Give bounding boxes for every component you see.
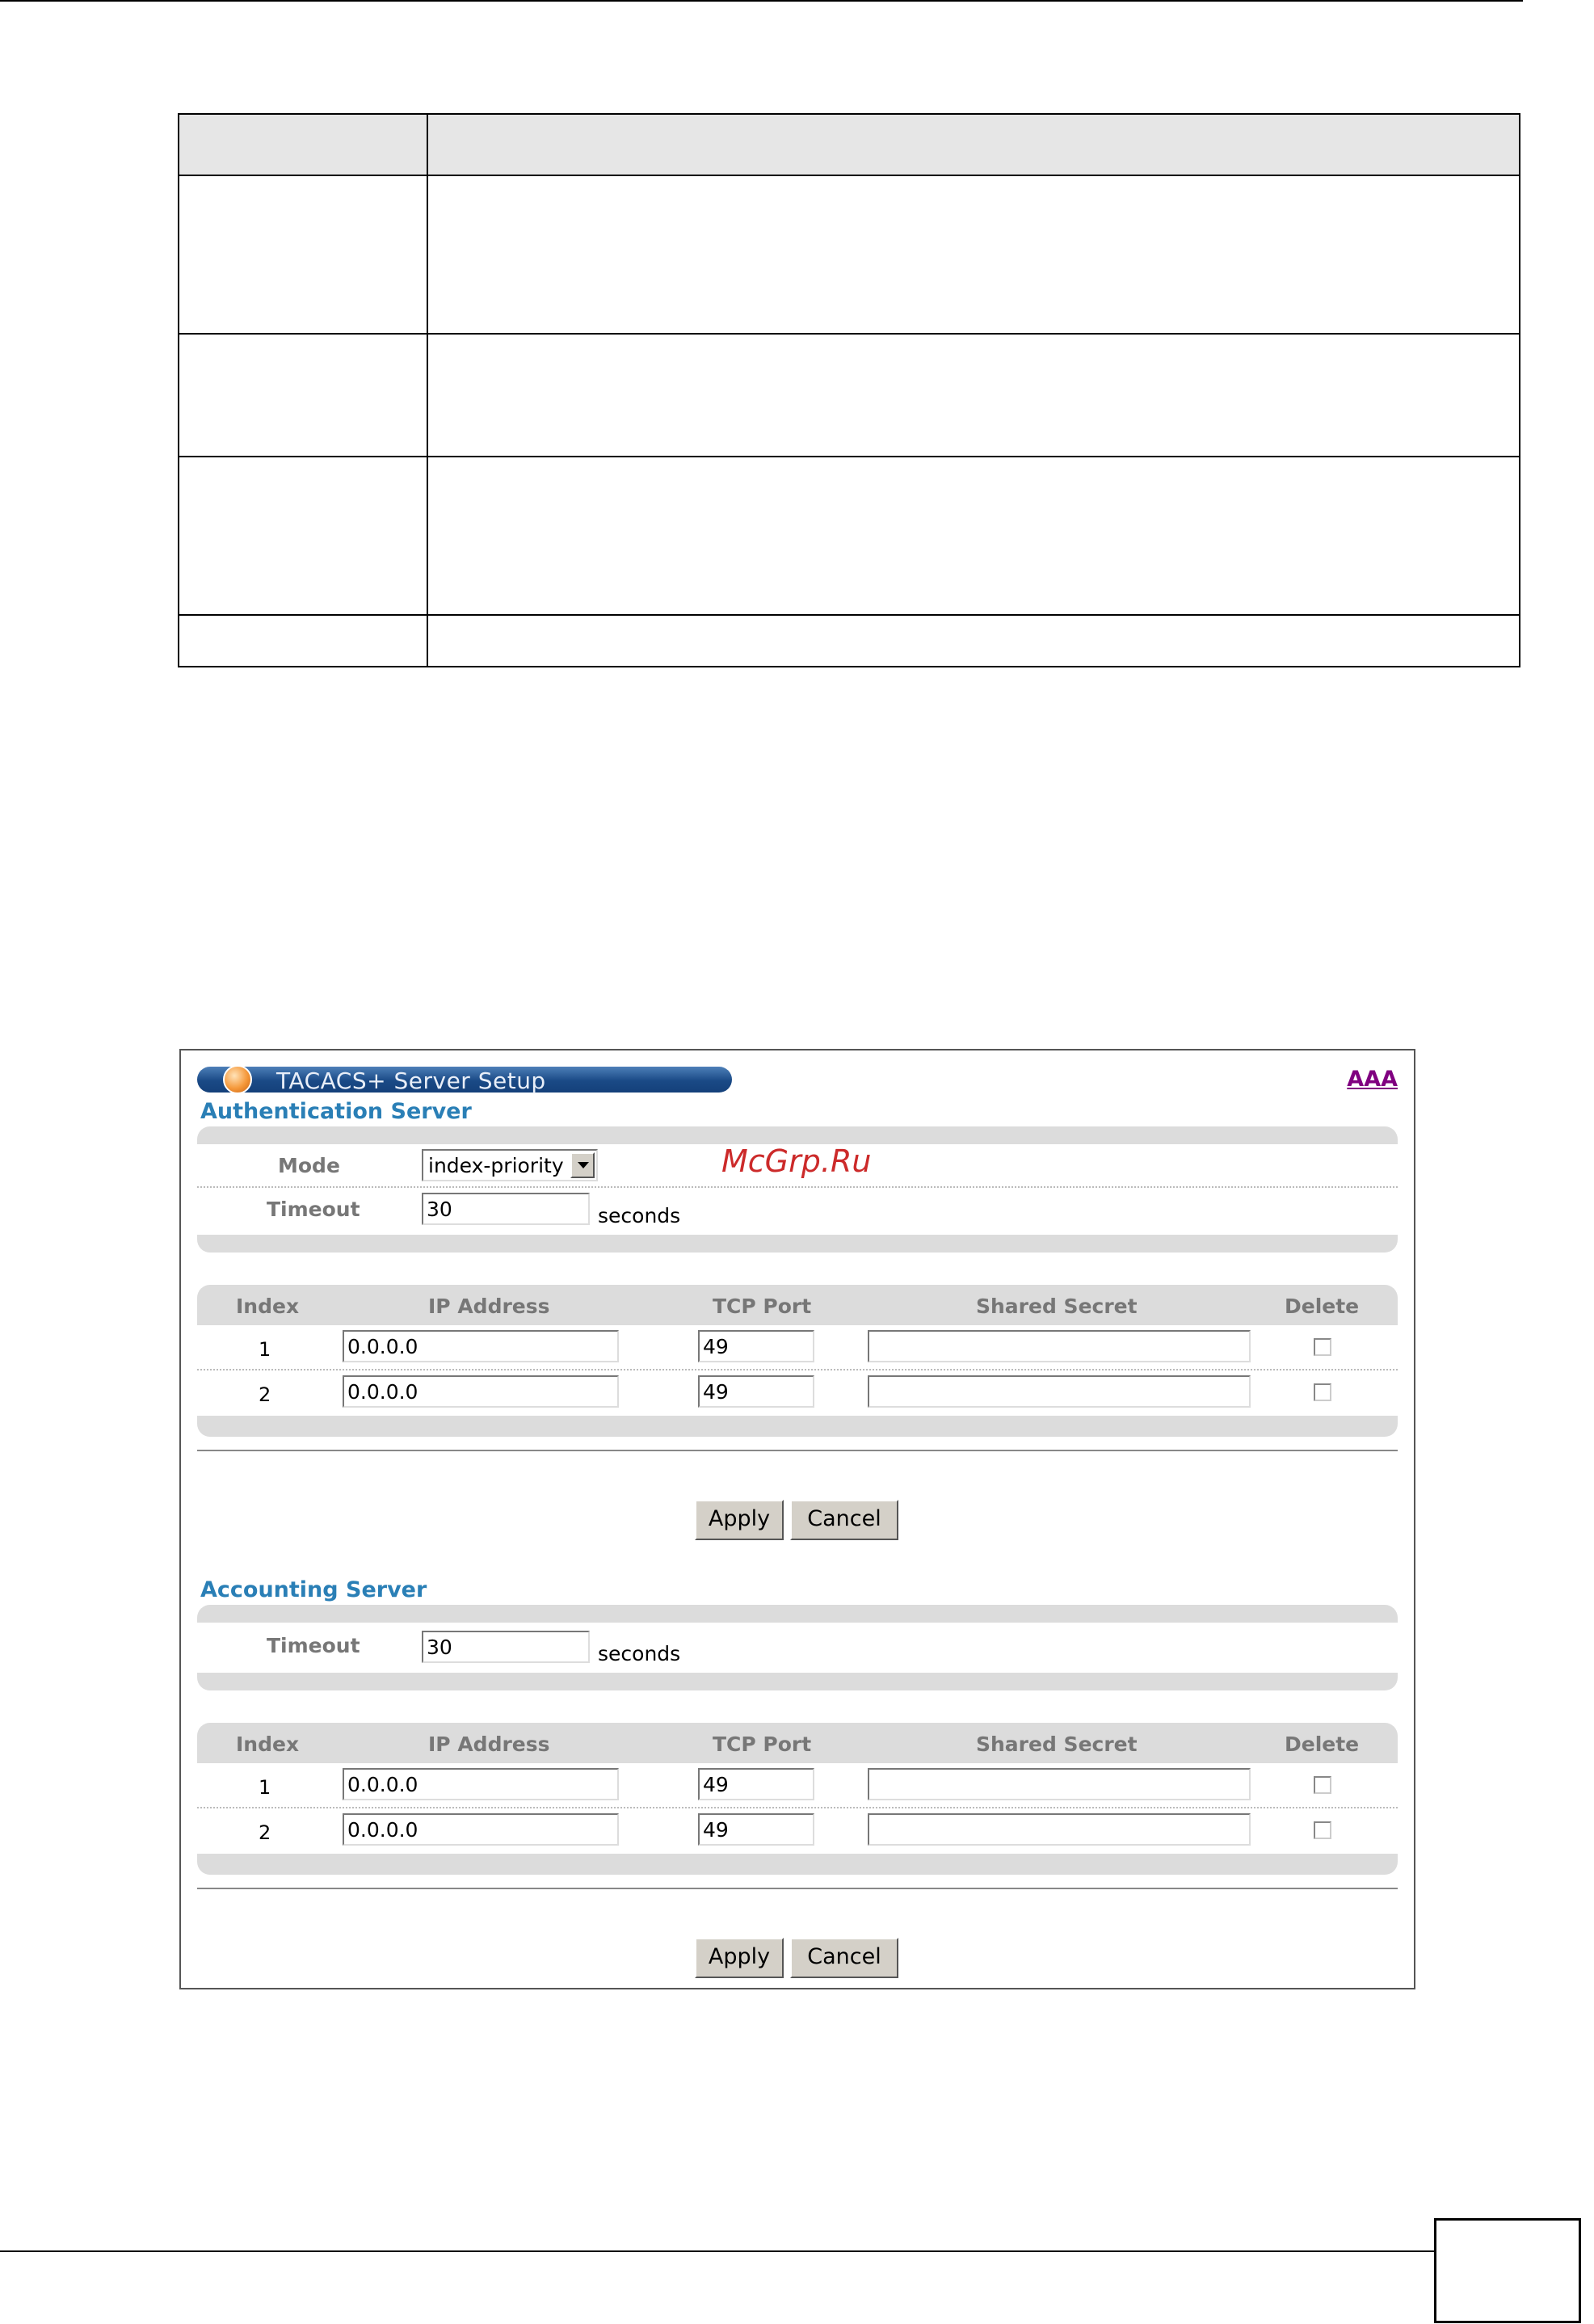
auth-apply-button[interactable]: Apply — [695, 1500, 784, 1540]
table-row — [179, 615, 1520, 667]
table-header-label — [179, 114, 427, 175]
table-row — [179, 334, 1520, 457]
panel-title: TACACS+ Server Setup — [276, 1067, 546, 1094]
acct-cancel-button[interactable]: Cancel — [790, 1938, 898, 1978]
shared-secret-input[interactable] — [868, 1330, 1251, 1362]
table-cell — [179, 175, 427, 334]
acct-timeout-row — [197, 1623, 1398, 1673]
header-delete: Delete — [1285, 1295, 1360, 1318]
watermark: McGrp.Ru — [721, 1143, 872, 1179]
mode-select[interactable] — [422, 1149, 598, 1181]
header-index: Index — [236, 1295, 300, 1318]
delete-checkbox[interactable] — [1314, 1338, 1331, 1356]
table-row — [197, 1808, 1398, 1854]
tacacs-server-setup-panel — [179, 1049, 1415, 1989]
chevron-down-icon[interactable] — [570, 1152, 595, 1178]
mode-select-value: index-priority — [428, 1154, 564, 1177]
ip-address-input[interactable] — [343, 1330, 619, 1362]
acct-settings-box — [197, 1605, 1398, 1690]
shared-secret-input[interactable] — [868, 1768, 1251, 1800]
auth-separator — [197, 1450, 1398, 1451]
acct-server-table — [197, 1723, 1398, 1875]
page-number-box — [1434, 2218, 1581, 2323]
acct-apply-button[interactable]: Apply — [695, 1938, 784, 1978]
ip-address-input[interactable] — [343, 1375, 619, 1408]
row-index: 2 — [259, 1383, 271, 1406]
auth-timeout-input[interactable] — [422, 1193, 590, 1225]
ip-address-input[interactable] — [343, 1813, 619, 1846]
tcp-port-input[interactable] — [698, 1375, 814, 1408]
acct-separator — [197, 1888, 1398, 1889]
accounting-server-title: Accounting Server — [200, 1577, 427, 1602]
delete-checkbox[interactable] — [1314, 1821, 1331, 1839]
mode-label: Mode — [278, 1154, 340, 1177]
table-row — [197, 1325, 1398, 1370]
auth-server-table — [197, 1285, 1398, 1437]
table-cell — [427, 615, 1520, 667]
shared-secret-input[interactable] — [868, 1375, 1251, 1408]
header-shared-secret: Shared Secret — [976, 1295, 1138, 1318]
header-ip-address: IP Address — [428, 1732, 550, 1756]
tcp-port-input[interactable] — [698, 1330, 814, 1362]
table-cell — [427, 175, 1520, 334]
table-row — [179, 457, 1520, 615]
acct-timeout-unit: seconds — [598, 1642, 681, 1665]
auth-timeout-unit: seconds — [598, 1204, 681, 1227]
table-header-description — [427, 114, 1520, 175]
header-tcp-port: TCP Port — [713, 1732, 812, 1756]
delete-checkbox[interactable] — [1314, 1383, 1331, 1401]
description-table — [178, 113, 1520, 667]
table-cell — [179, 615, 427, 667]
table-row — [197, 1763, 1398, 1808]
acct-timeout-label: Timeout — [267, 1634, 360, 1657]
aaa-link[interactable]: AAA — [1347, 1067, 1398, 1092]
authentication-server-title: Authentication Server — [200, 1099, 472, 1124]
tcp-port-input[interactable] — [698, 1813, 814, 1846]
table-row — [179, 175, 1520, 334]
auth-cancel-button[interactable]: Cancel — [790, 1500, 898, 1540]
delete-checkbox[interactable] — [1314, 1776, 1331, 1794]
row-index: 2 — [259, 1821, 271, 1844]
table-header-row — [179, 114, 1520, 175]
header-delete: Delete — [1285, 1732, 1360, 1756]
header-ip-address: IP Address — [428, 1295, 550, 1318]
table-cell — [179, 334, 427, 457]
header-tcp-port: TCP Port — [713, 1295, 812, 1318]
row-index: 1 — [259, 1776, 271, 1799]
orb-icon — [223, 1065, 252, 1094]
tcp-port-input[interactable] — [698, 1768, 814, 1800]
header-shared-secret: Shared Secret — [976, 1732, 1138, 1756]
panel-title-bar — [197, 1067, 732, 1093]
row-index: 1 — [259, 1338, 271, 1361]
table-cell — [179, 457, 427, 615]
table-cell — [427, 457, 1520, 615]
auth-timeout-label: Timeout — [267, 1198, 360, 1221]
shared-secret-input[interactable] — [868, 1813, 1251, 1846]
table-cell — [427, 334, 1520, 457]
table-row — [197, 1370, 1398, 1416]
header-index: Index — [236, 1732, 300, 1756]
auth-timeout-row — [197, 1188, 1398, 1235]
acct-timeout-input[interactable] — [422, 1631, 590, 1663]
page-footer-rule — [0, 2250, 1434, 2252]
page-header-rule — [0, 0, 1523, 2]
ip-address-input[interactable] — [343, 1768, 619, 1800]
